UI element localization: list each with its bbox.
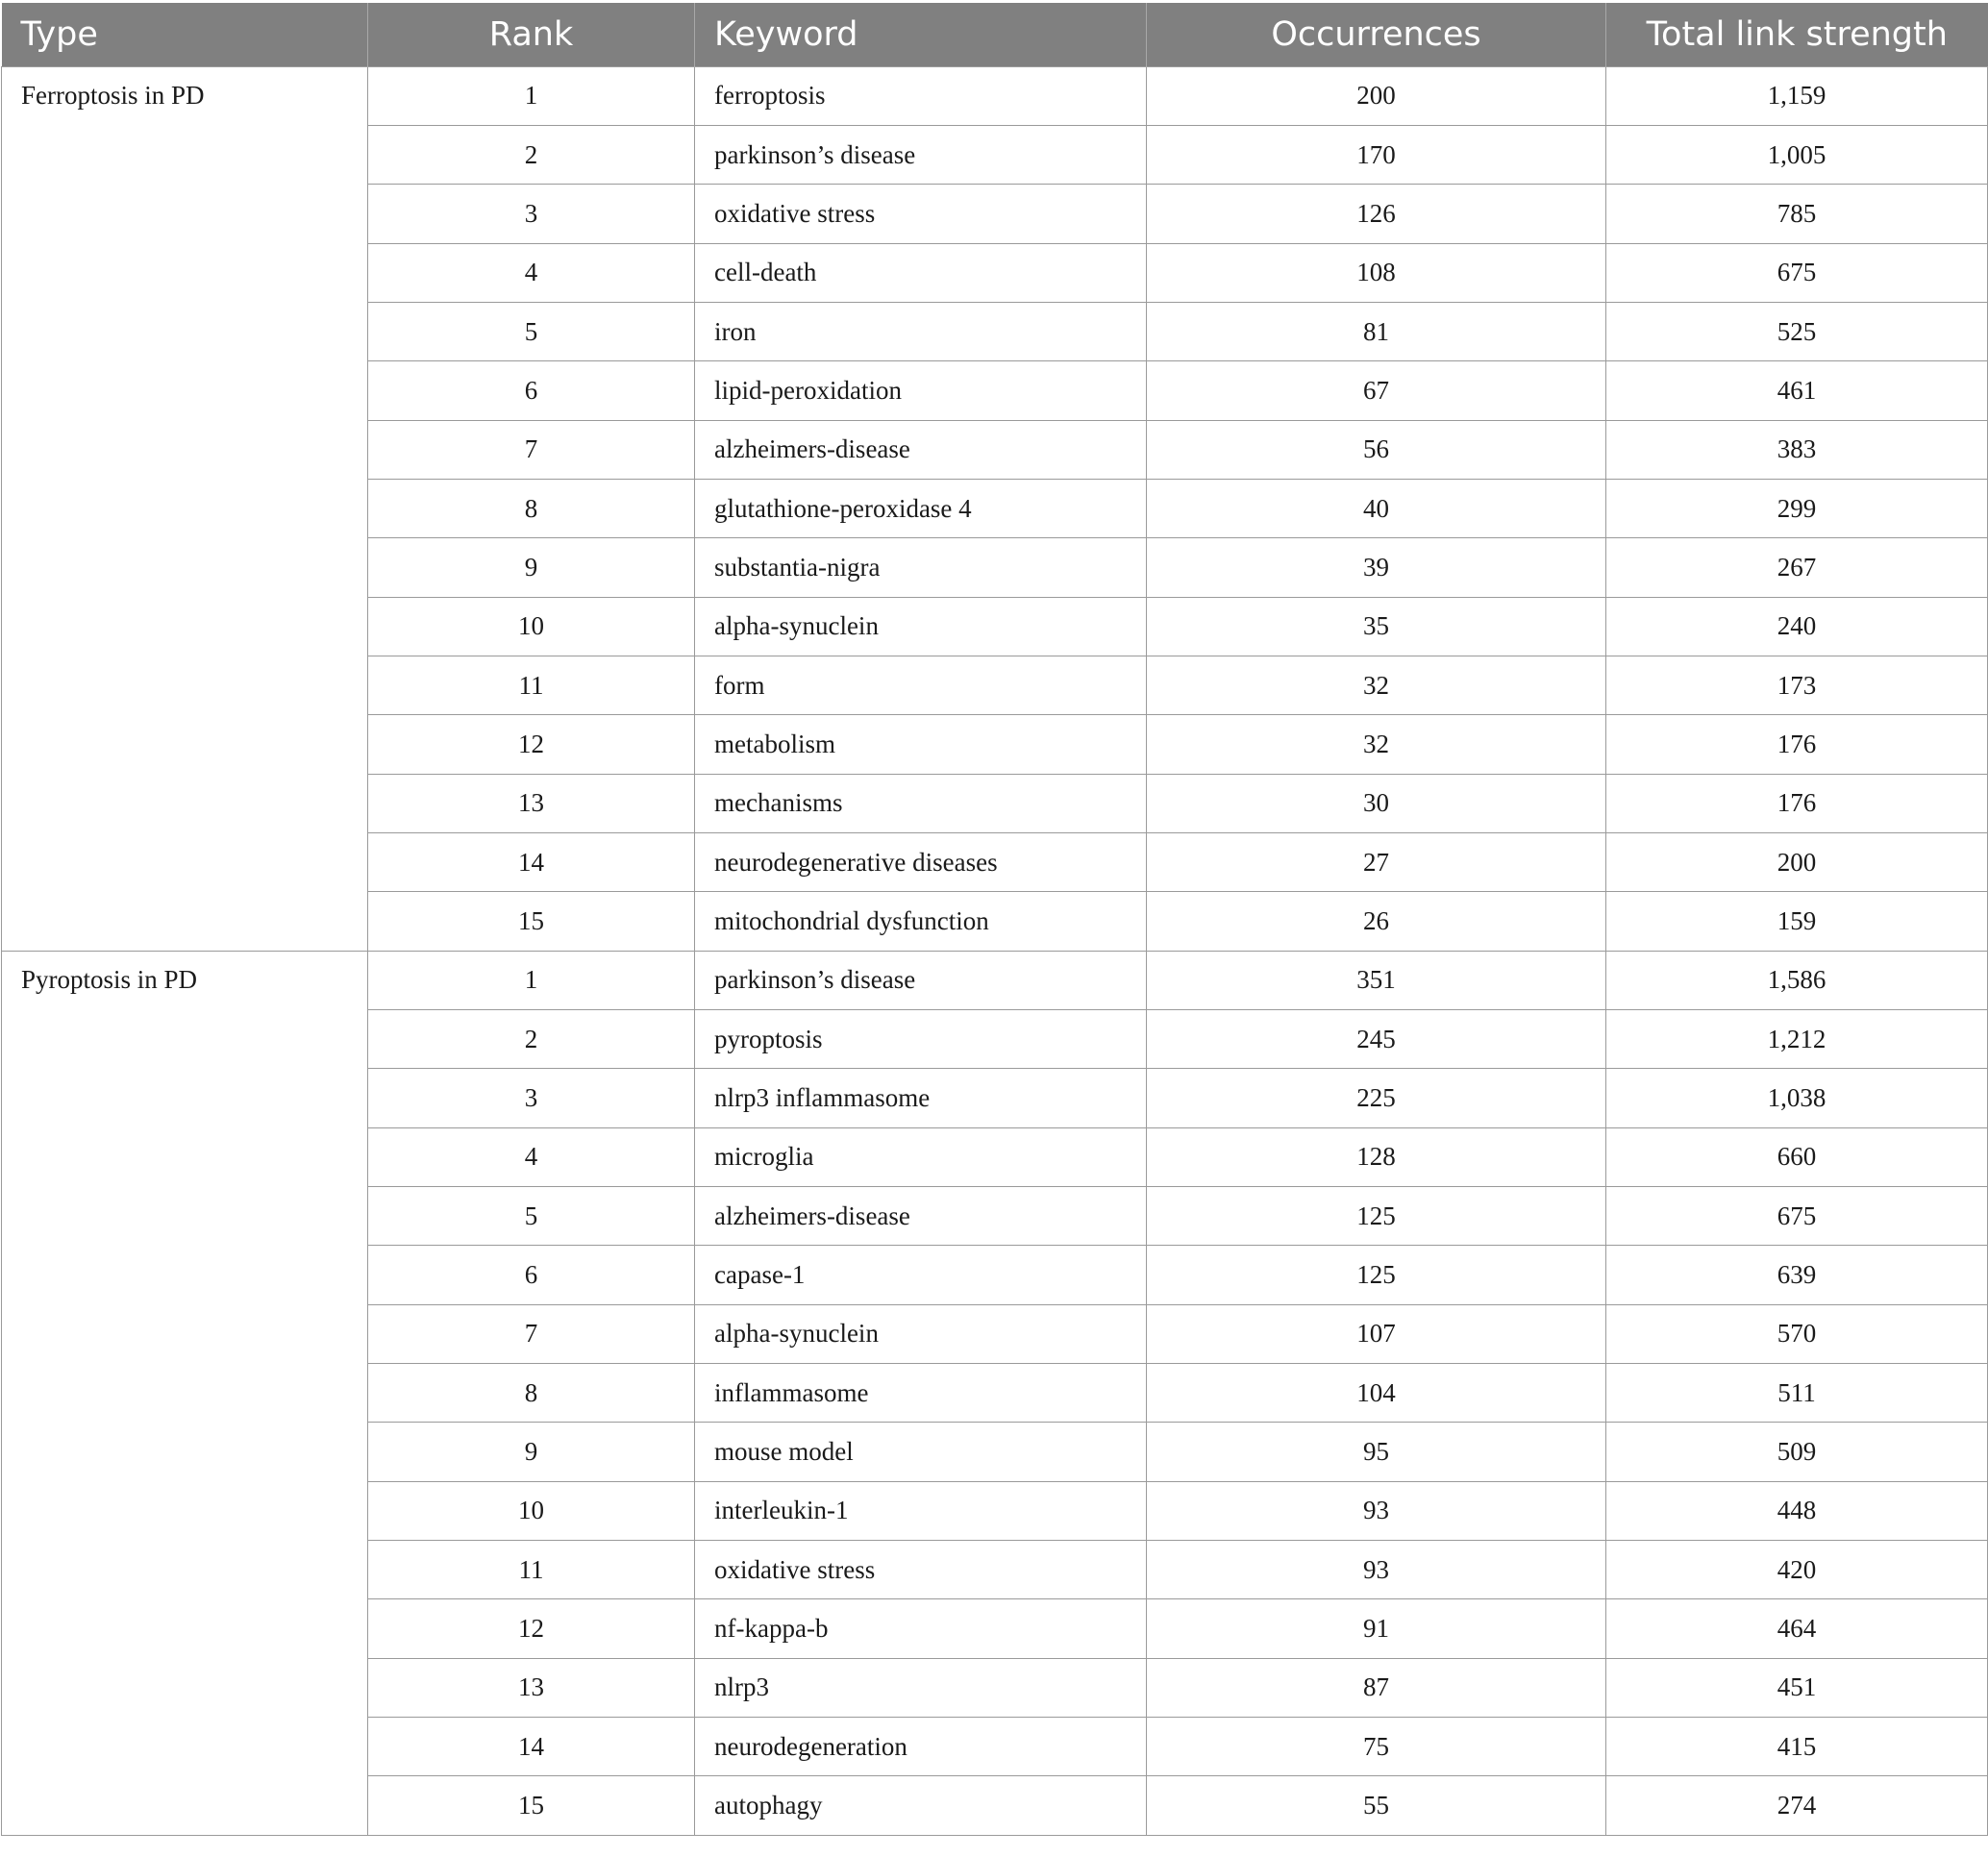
occurrences-cell: 126 xyxy=(1147,185,1606,243)
occurrences-cell: 32 xyxy=(1147,656,1606,714)
total-link-strength-cell: 511 xyxy=(1606,1364,1988,1423)
keyword-cell: form xyxy=(695,656,1147,714)
occurrences-cell: 39 xyxy=(1147,538,1606,597)
keyword-cell: substantia-nigra xyxy=(695,538,1147,597)
keyword-cell: inflammasome xyxy=(695,1364,1147,1423)
occurrences-cell: 27 xyxy=(1147,832,1606,891)
occurrences-cell: 35 xyxy=(1147,597,1606,656)
keyword-cell: metabolism xyxy=(695,715,1147,774)
rank-cell: 4 xyxy=(368,243,695,302)
rank-cell: 15 xyxy=(368,1776,695,1835)
occurrences-cell: 95 xyxy=(1147,1423,1606,1481)
total-link-strength-cell: 1,212 xyxy=(1606,1010,1988,1069)
keyword-cell: mouse model xyxy=(695,1423,1147,1481)
total-link-strength-cell: 200 xyxy=(1606,832,1988,891)
rank-cell: 2 xyxy=(368,125,695,184)
keyword-cell: nlrp3 inflammasome xyxy=(695,1069,1147,1127)
keyword-cell: microglia xyxy=(695,1127,1147,1186)
header-rank: Rank xyxy=(368,3,695,66)
total-link-strength-cell: 274 xyxy=(1606,1776,1988,1835)
occurrences-cell: 351 xyxy=(1147,951,1606,1009)
rank-cell: 15 xyxy=(368,892,695,951)
header-keyword: Keyword xyxy=(695,3,1147,66)
group-type-cell: Ferroptosis in PD xyxy=(2,66,368,951)
header-total-link-strength: Total link strength xyxy=(1606,3,1988,66)
rank-cell: 12 xyxy=(368,1599,695,1658)
occurrences-cell: 87 xyxy=(1147,1658,1606,1717)
total-link-strength-cell: 660 xyxy=(1606,1127,1988,1186)
total-link-strength-cell: 173 xyxy=(1606,656,1988,714)
header-row xyxy=(2,3,1988,66)
table-header xyxy=(2,3,1988,66)
keyword-cell: pyroptosis xyxy=(695,1010,1147,1069)
total-link-strength-cell: 415 xyxy=(1606,1718,1988,1776)
total-link-strength-cell: 1,586 xyxy=(1606,951,1988,1009)
total-link-strength-cell: 1,005 xyxy=(1606,125,1988,184)
total-link-strength-cell: 451 xyxy=(1606,1658,1988,1717)
occurrences-cell: 67 xyxy=(1147,361,1606,420)
rank-cell: 7 xyxy=(368,420,695,479)
total-link-strength-cell: 176 xyxy=(1606,715,1988,774)
rank-cell: 9 xyxy=(368,538,695,597)
occurrences-cell: 75 xyxy=(1147,1718,1606,1776)
header-occurrences: Occurrences xyxy=(1147,3,1606,66)
occurrences-cell: 30 xyxy=(1147,774,1606,832)
rank-cell: 9 xyxy=(368,1423,695,1481)
table-body xyxy=(2,66,1988,1835)
keyword-cell: lipid-peroxidation xyxy=(695,361,1147,420)
table-row xyxy=(2,951,1988,1009)
occurrences-cell: 225 xyxy=(1147,1069,1606,1127)
keyword-cell: alpha-synuclein xyxy=(695,597,1147,656)
occurrences-cell: 125 xyxy=(1147,1246,1606,1304)
total-link-strength-cell: 675 xyxy=(1606,1187,1988,1246)
occurrences-cell: 245 xyxy=(1147,1010,1606,1069)
occurrences-cell: 93 xyxy=(1147,1541,1606,1599)
occurrences-cell: 56 xyxy=(1147,420,1606,479)
occurrences-cell: 26 xyxy=(1147,892,1606,951)
header-type: Type xyxy=(2,3,368,66)
keyword-cell: interleukin-1 xyxy=(695,1481,1147,1540)
keyword-cell: autophagy xyxy=(695,1776,1147,1835)
total-link-strength-cell: 509 xyxy=(1606,1423,1988,1481)
total-link-strength-cell: 448 xyxy=(1606,1481,1988,1540)
rank-cell: 1 xyxy=(368,66,695,125)
keyword-cell: neurodegeneration xyxy=(695,1718,1147,1776)
rank-cell: 4 xyxy=(368,1127,695,1186)
total-link-strength-cell: 464 xyxy=(1606,1599,1988,1658)
total-link-strength-cell: 785 xyxy=(1606,185,1988,243)
rank-cell: 10 xyxy=(368,597,695,656)
occurrences-cell: 200 xyxy=(1147,66,1606,125)
rank-cell: 13 xyxy=(368,774,695,832)
occurrences-cell: 91 xyxy=(1147,1599,1606,1658)
total-link-strength-cell: 176 xyxy=(1606,774,1988,832)
rank-cell: 11 xyxy=(368,656,695,714)
keyword-cell: nf-kappa-b xyxy=(695,1599,1147,1658)
total-link-strength-cell: 675 xyxy=(1606,243,1988,302)
rank-cell: 2 xyxy=(368,1010,695,1069)
keyword-cell: nlrp3 xyxy=(695,1658,1147,1717)
total-link-strength-cell: 461 xyxy=(1606,361,1988,420)
keyword-cell: mechanisms xyxy=(695,774,1147,832)
rank-cell: 5 xyxy=(368,302,695,360)
rank-cell: 6 xyxy=(368,1246,695,1304)
occurrences-cell: 108 xyxy=(1147,243,1606,302)
occurrences-cell: 104 xyxy=(1147,1364,1606,1423)
group-type-cell: Pyroptosis in PD xyxy=(2,951,368,1835)
total-link-strength-cell: 525 xyxy=(1606,302,1988,360)
keyword-cell: mitochondrial dysfunction xyxy=(695,892,1147,951)
keyword-cell: capase-1 xyxy=(695,1246,1147,1304)
keyword-table xyxy=(1,3,1988,1836)
occurrences-cell: 55 xyxy=(1147,1776,1606,1835)
total-link-strength-cell: 1,159 xyxy=(1606,66,1988,125)
keyword-cell: iron xyxy=(695,302,1147,360)
total-link-strength-cell: 159 xyxy=(1606,892,1988,951)
total-link-strength-cell: 383 xyxy=(1606,420,1988,479)
total-link-strength-cell: 570 xyxy=(1606,1304,1988,1363)
keyword-cell: ferroptosis xyxy=(695,66,1147,125)
keyword-cell: glutathione-peroxidase 4 xyxy=(695,479,1147,537)
rank-cell: 3 xyxy=(368,185,695,243)
rank-cell: 3 xyxy=(368,1069,695,1127)
occurrences-cell: 107 xyxy=(1147,1304,1606,1363)
keyword-cell: neurodegenerative diseases xyxy=(695,832,1147,891)
occurrences-cell: 93 xyxy=(1147,1481,1606,1540)
rank-cell: 14 xyxy=(368,832,695,891)
total-link-strength-cell: 240 xyxy=(1606,597,1988,656)
occurrences-cell: 125 xyxy=(1147,1187,1606,1246)
rank-cell: 6 xyxy=(368,361,695,420)
keyword-cell: parkinson’s disease xyxy=(695,951,1147,1009)
occurrences-cell: 81 xyxy=(1147,302,1606,360)
rank-cell: 8 xyxy=(368,1364,695,1423)
table-row xyxy=(2,66,1988,125)
total-link-strength-cell: 1,038 xyxy=(1606,1069,1988,1127)
rank-cell: 13 xyxy=(368,1658,695,1717)
keyword-cell: alzheimers-disease xyxy=(695,420,1147,479)
occurrences-cell: 40 xyxy=(1147,479,1606,537)
occurrences-cell: 170 xyxy=(1147,125,1606,184)
total-link-strength-cell: 639 xyxy=(1606,1246,1988,1304)
rank-cell: 10 xyxy=(368,1481,695,1540)
total-link-strength-cell: 420 xyxy=(1606,1541,1988,1599)
rank-cell: 7 xyxy=(368,1304,695,1363)
keyword-cell: cell-death xyxy=(695,243,1147,302)
keyword-cell: oxidative stress xyxy=(695,185,1147,243)
rank-cell: 11 xyxy=(368,1541,695,1599)
keyword-cell: oxidative stress xyxy=(695,1541,1147,1599)
total-link-strength-cell: 299 xyxy=(1606,479,1988,537)
rank-cell: 5 xyxy=(368,1187,695,1246)
rank-cell: 1 xyxy=(368,951,695,1009)
occurrences-cell: 32 xyxy=(1147,715,1606,774)
total-link-strength-cell: 267 xyxy=(1606,538,1988,597)
keyword-cell: alpha-synuclein xyxy=(695,1304,1147,1363)
rank-cell: 14 xyxy=(368,1718,695,1776)
keyword-cell: alzheimers-disease xyxy=(695,1187,1147,1246)
rank-cell: 8 xyxy=(368,479,695,537)
occurrences-cell: 128 xyxy=(1147,1127,1606,1186)
rank-cell: 12 xyxy=(368,715,695,774)
keyword-cell: parkinson’s disease xyxy=(695,125,1147,184)
